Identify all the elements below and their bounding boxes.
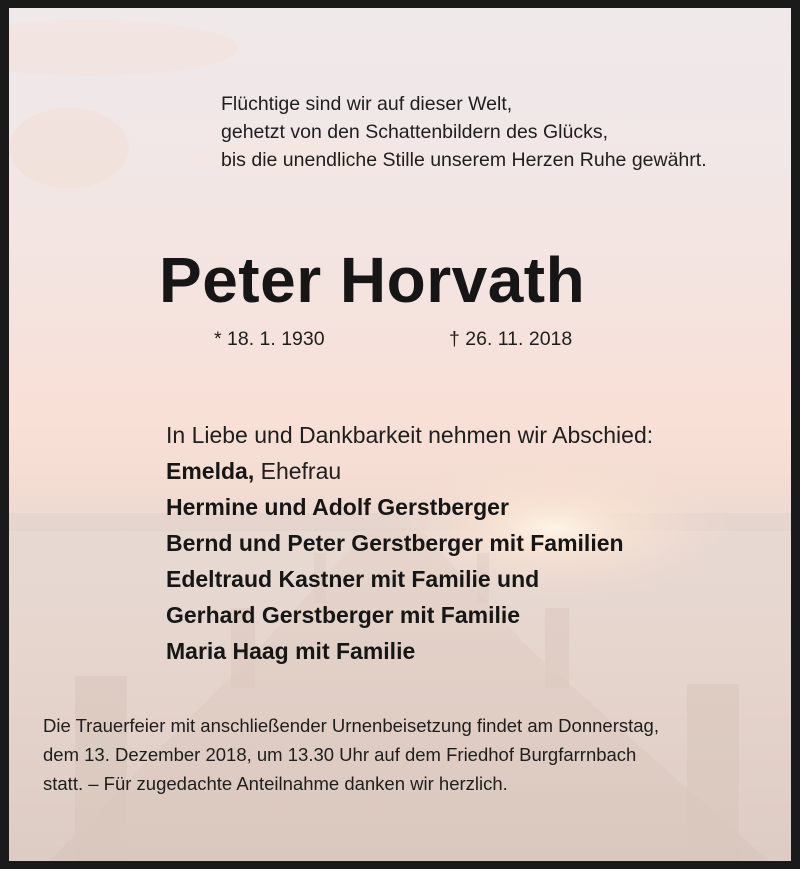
motto-line: Flüchtige sind wir auf dieser Welt, bbox=[221, 93, 513, 115]
notice-content bbox=[9, 8, 791, 861]
mourner-entry: Bernd und Peter Gerstberger mit Familien bbox=[166, 530, 624, 556]
deceased-name: Peter Horvath bbox=[159, 244, 586, 316]
farewell-intro: In Liebe und Dankbarkeit nehmen wir Abschied: bbox=[166, 422, 654, 448]
ceremony-line: statt. – Für zugedachte Anteilnahme danken wir herzlich. bbox=[43, 773, 508, 794]
ceremony-info bbox=[43, 711, 659, 798]
motto-line: gehetzt von den Schattenbildern des Glücks, bbox=[221, 121, 608, 143]
spouse-name: Emelda, bbox=[166, 458, 255, 484]
mourner-spouse bbox=[166, 453, 653, 489]
motto-line: bis die unendliche Stille unserem Herzen Ruhe gewährt. bbox=[221, 149, 707, 171]
birth-date: * 18. 1. 1930 bbox=[214, 328, 325, 350]
mourner-entry: Maria Haag mit Familie bbox=[166, 638, 416, 664]
mourner-entry: Hermine und Adolf Gerstberger bbox=[166, 494, 509, 520]
death-date: † 26. 11. 2018 bbox=[449, 328, 573, 350]
mourners-list bbox=[166, 417, 653, 669]
spouse-relation: Ehefrau bbox=[260, 458, 342, 484]
mourner-entry: Edeltraud Kastner mit Familie und bbox=[166, 566, 540, 592]
obituary-card bbox=[9, 8, 791, 861]
ceremony-line: dem 13. Dezember 2018, um 13.30 Uhr auf dem Friedhof Burgfarrnbach bbox=[43, 744, 637, 765]
motto-poem bbox=[221, 90, 707, 174]
mourner-entry: Gerhard Gerstberger mit Familie bbox=[166, 602, 521, 628]
ceremony-line: Die Trauerfeier mit anschließender Urnenbeisetzung findet am Donnerstag, bbox=[43, 715, 659, 736]
